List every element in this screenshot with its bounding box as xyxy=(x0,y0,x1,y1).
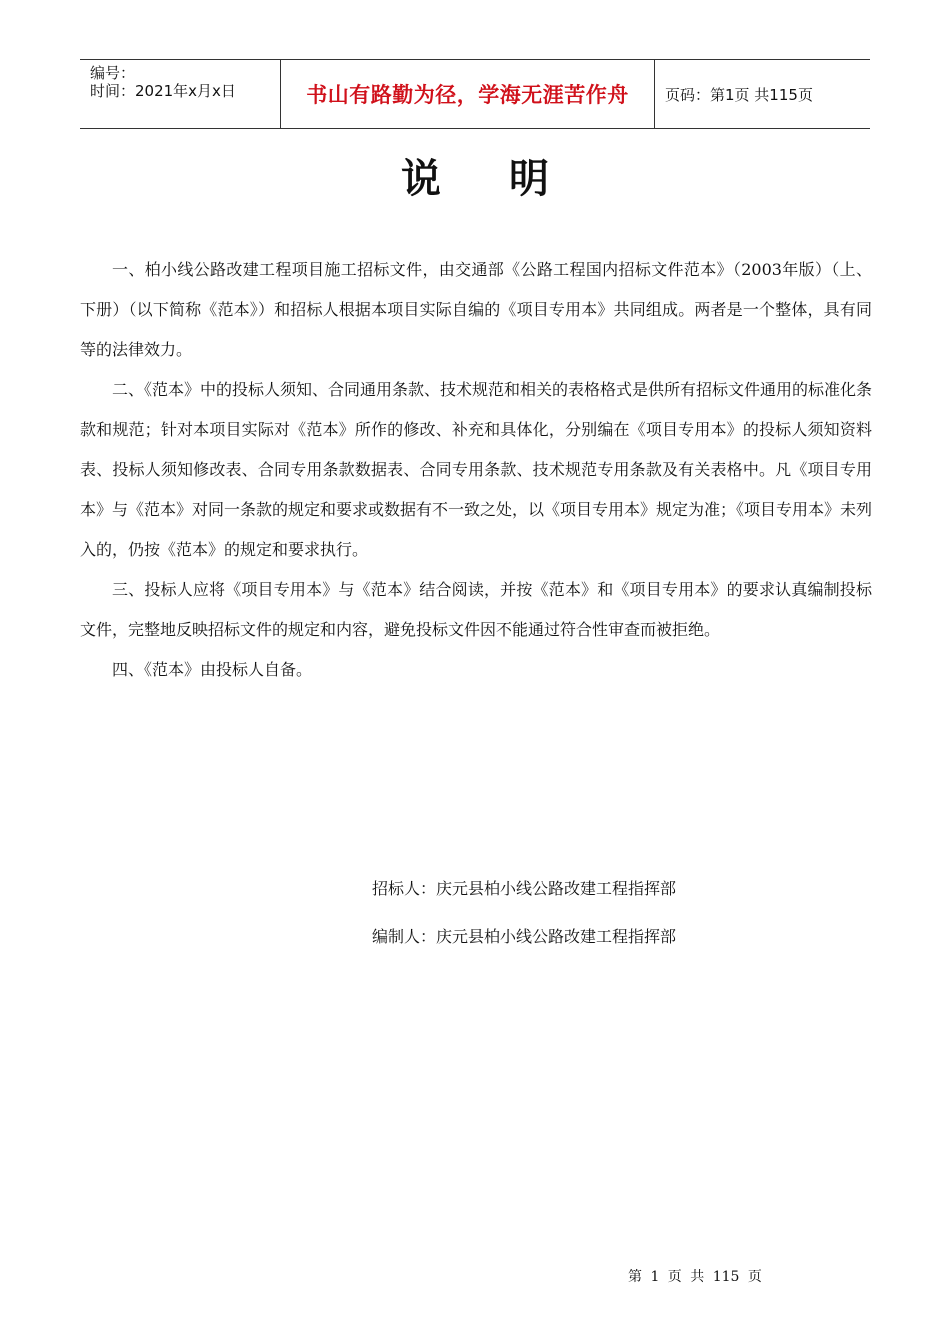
page-title xyxy=(0,147,950,204)
document-header xyxy=(80,59,870,129)
page-info: 页码：第1页 共115页 xyxy=(665,85,813,104)
title-char-2: 明 xyxy=(509,156,549,202)
header-meta-cell xyxy=(80,60,281,128)
header-page-cell xyxy=(655,60,870,128)
signature-tenderer: 招标人：庆元县柏小线公路改建工程指挥部 xyxy=(372,879,677,898)
paragraph-1: 一、柏小线公路改建工程项目施工招标文件，由交通部《公路工程国内招标文件范本》（2003年版）（上、下册）（以下简称《范本》）和招标人根据本项目实际自编的《项目专用本》共同组成。两者是一个整体，具有同等的法律效力。 xyxy=(80,260,872,359)
motto-text: 书山有路勤为径，学海无涯苦作舟 xyxy=(306,83,629,107)
paragraph-2: 二、《范本》中的投标人须知、合同通用条款、技术规范和相关的表格格式是供所有招标文件通用的标准化条款和规范；针对本项目实际对《范本》所作的修改、补充和具体化，分别编在《项目专用本》的投标人须知资料表、投标人须知修改表、合同专用条款数据表、合同专用条款、技术规范专用条款及有关表格中。凡《项目专用本》与《范本》对同一条款的规定和要求或数据有不一致之处，以《项目专用本》规定为准；《项目专用本》未列入的，仍按《范本》的规定和要求执行。 xyxy=(80,380,873,559)
paragraph-3: 三、投标人应将《项目专用本》与《范本》结合阅读，并按《范本》和《项目专用本》的要求认真编制投标文件，完整地反映招标文件的规定和内容，避免投标文件因不能通过符合性审查而被拒绝。 xyxy=(80,580,872,639)
header-motto-cell xyxy=(281,60,655,128)
page-footer: 第 1 页 共 115 页 xyxy=(628,1269,762,1285)
paragraph-4: 四、《范本》由投标人自备。 xyxy=(112,660,313,679)
signature-compiler: 编制人：庆元县柏小线公路改建工程指挥部 xyxy=(372,927,677,946)
title-char-1: 说 xyxy=(401,156,441,202)
document-number-label: 编号： xyxy=(90,64,136,82)
document-body xyxy=(80,250,872,690)
document-date-label: 时间：2021年x月x日 xyxy=(90,82,236,100)
